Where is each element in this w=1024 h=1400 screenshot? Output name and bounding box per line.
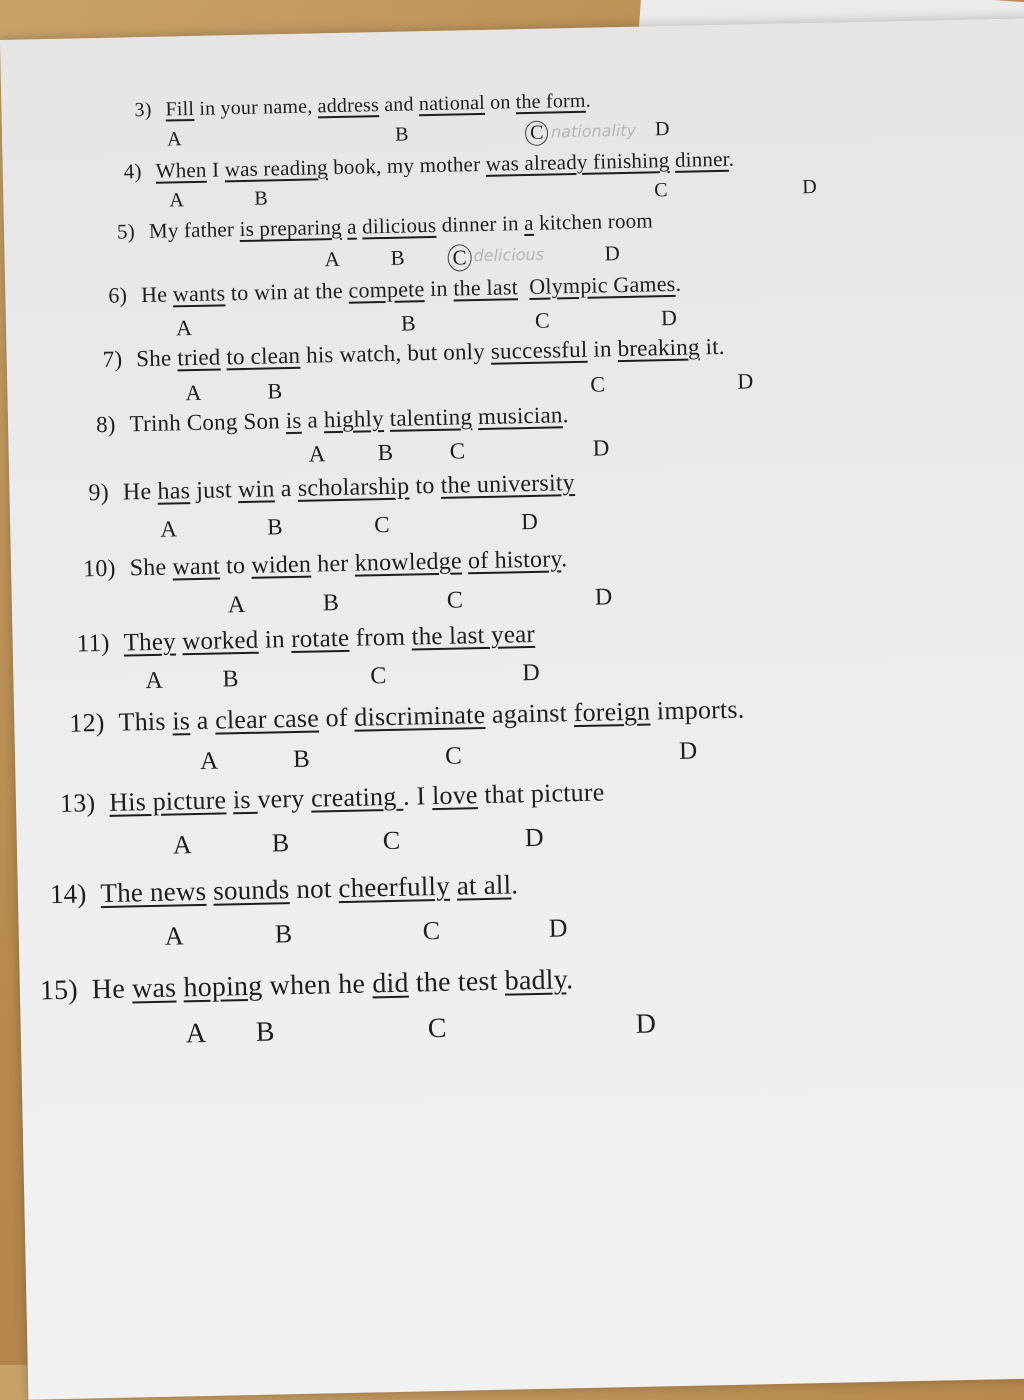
options-9	[160, 508, 539, 547]
text-segment: .	[585, 89, 592, 112]
option-c: C	[422, 915, 441, 946]
option-a: A	[164, 921, 184, 951]
text-segment: My father	[148, 217, 240, 243]
question-number: 6)	[108, 282, 128, 308]
option-d: D	[737, 368, 754, 394]
options-8	[308, 435, 610, 472]
question-6	[108, 271, 681, 309]
option-a: A	[160, 516, 178, 542]
option-d: D	[604, 241, 621, 266]
underlined-segment: Fill	[165, 97, 195, 121]
options-5	[324, 241, 621, 277]
question-12	[69, 695, 745, 739]
options-11	[145, 659, 540, 698]
text-segment: of	[318, 702, 355, 733]
question-number: 14)	[49, 878, 87, 910]
text-segment: a	[274, 475, 299, 503]
option-a: A	[324, 246, 341, 272]
option-a: A	[308, 441, 326, 467]
question-number: 8)	[95, 411, 116, 438]
text-segment: .	[565, 964, 574, 996]
text-segment: .	[562, 402, 569, 428]
text-segment: .	[728, 146, 735, 171]
question-3	[134, 90, 591, 123]
text-segment: on	[484, 91, 516, 114]
option-b: B	[222, 666, 239, 693]
underlined-segment: address	[317, 94, 380, 118]
underlined-segment: was	[131, 972, 177, 1005]
question-number: 3)	[134, 98, 152, 122]
option-d: D	[548, 913, 568, 943]
option-c: C	[525, 121, 549, 146]
text-segment: kitchen room	[533, 208, 654, 235]
text-segment: to	[409, 472, 442, 500]
option-b: B	[377, 439, 394, 466]
underlined-segment: worked	[181, 626, 259, 656]
option-d: D	[660, 304, 678, 331]
option-a: A	[166, 128, 182, 151]
option-c: C	[447, 244, 472, 271]
text-segment: dinner in	[435, 211, 525, 237]
underlined-segment: The news	[100, 875, 207, 909]
text-segment: .	[675, 270, 682, 296]
question-number: 15)	[39, 974, 79, 1007]
option-d: D	[522, 659, 540, 687]
underlined-segment: is preparing	[239, 214, 342, 242]
underlined-segment: is	[171, 706, 191, 736]
underlined-segment: rotate	[290, 624, 350, 654]
text-segment: book, my mother	[327, 151, 486, 180]
option-a: A	[169, 189, 185, 212]
underlined-segment: was reading	[224, 155, 329, 182]
underlined-segment: has	[157, 478, 191, 505]
option-c: C	[444, 742, 463, 770]
option-d: D	[592, 435, 610, 461]
pencil-note: delicious	[473, 244, 545, 266]
options-14	[164, 913, 568, 952]
option-c: C	[590, 371, 606, 397]
text-segment: to	[219, 552, 252, 580]
question-15	[40, 964, 574, 1007]
underlined-segment: the last	[453, 274, 519, 301]
question-number: 4)	[123, 159, 142, 184]
question-5	[117, 208, 653, 244]
option-c: C	[449, 438, 466, 464]
underlined-segment: foreign	[573, 696, 651, 728]
options-15	[185, 1008, 657, 1050]
question-number: 10)	[82, 555, 116, 583]
option-c: C	[427, 1012, 447, 1045]
underlined-segment: successful	[490, 336, 588, 364]
underlined-segment: at all	[456, 869, 512, 901]
options-4	[169, 175, 817, 219]
text-segment: . I	[402, 781, 433, 811]
question-number: 13)	[59, 788, 96, 818]
option-d: D	[524, 822, 544, 853]
underlined-segment: discriminate	[354, 699, 486, 732]
question-number: 7)	[102, 346, 123, 372]
option-b: B	[271, 828, 290, 858]
underlined-segment: dinner	[674, 146, 729, 172]
option-b: B	[292, 745, 311, 774]
text-segment: This	[118, 706, 173, 737]
underlined-segment: dilicious	[361, 212, 437, 239]
underlined-segment: His picture	[108, 785, 227, 817]
underlined-segment: love	[431, 780, 478, 811]
text-segment: when he	[262, 968, 373, 1002]
underlined-segment: was already finishing	[485, 148, 670, 176]
underlined-segment: hoping	[183, 970, 263, 1004]
underlined-segment: a	[523, 210, 534, 236]
text-segment: in	[424, 275, 454, 302]
underlined-segment: badly	[504, 964, 567, 997]
underlined-segment: tried	[177, 344, 221, 371]
text-segment: against	[484, 698, 575, 729]
option-b: B	[274, 919, 293, 949]
text-segment: that picture	[477, 777, 605, 810]
underlined-segment: is	[285, 407, 302, 434]
option-a: A	[145, 667, 164, 695]
question-7	[102, 334, 725, 373]
underlined-segment: national	[418, 91, 486, 116]
option-a: A	[227, 591, 246, 619]
text-segment: a	[301, 407, 325, 433]
option-a: A	[199, 747, 219, 775]
underlined-segment: the form	[515, 89, 586, 114]
question-4	[124, 147, 735, 185]
option-b: B	[322, 590, 340, 617]
question-number: 11)	[76, 629, 110, 658]
question-number: 5)	[116, 219, 136, 244]
underlined-segment: to clean	[226, 342, 301, 370]
option-c: C	[373, 511, 390, 538]
question-number: 12)	[69, 707, 105, 738]
option-a: A	[185, 1017, 207, 1050]
underlined-segment: cheerfully	[338, 870, 451, 904]
option-d: D	[520, 508, 539, 535]
option-b: B	[266, 514, 283, 540]
pencil-note: nationality	[550, 120, 637, 142]
option-b: B	[255, 1016, 275, 1048]
text-segment: imports.	[649, 694, 745, 726]
question-10	[83, 546, 568, 583]
text-segment: the test	[408, 965, 506, 999]
underlined-segment: of history	[467, 546, 562, 575]
options-3	[166, 118, 670, 159]
underlined-segment: creating	[310, 781, 404, 813]
option-b: B	[267, 378, 283, 404]
question-8	[96, 402, 569, 438]
option-d: D	[802, 175, 817, 199]
option-b: B	[254, 187, 268, 210]
text-segment: Trinh Cong Son	[129, 408, 287, 437]
options-13	[172, 822, 544, 861]
underlined-segment: is	[232, 784, 258, 815]
underlined-segment: breaking	[617, 334, 700, 362]
text-segment: in	[587, 336, 618, 362]
text-segment: She	[136, 345, 178, 372]
text-segment: in	[258, 626, 292, 654]
option-b: B	[400, 310, 416, 336]
option-d: D	[678, 737, 698, 765]
text-segment: He	[91, 973, 133, 1006]
text-segment: .	[510, 869, 519, 900]
option-c: C	[382, 825, 401, 856]
option-b: B	[390, 245, 405, 270]
underlined-segment: want	[172, 553, 221, 581]
option-c: C	[534, 307, 550, 333]
underlined-segment: highly	[323, 406, 385, 433]
question-number: 9)	[88, 479, 110, 507]
text-segment: I	[206, 157, 225, 182]
text-segment: a	[189, 705, 216, 736]
option-c: C	[370, 663, 387, 690]
text-segment: in your name,	[193, 95, 318, 120]
worksheet-paper	[0, 18, 1024, 1400]
text-segment: from	[348, 623, 412, 652]
underlined-segment: a	[346, 214, 357, 239]
text-segment: .	[560, 546, 568, 573]
underlined-segment: When	[155, 157, 207, 183]
text-segment: her	[310, 550, 355, 578]
question-11	[76, 621, 535, 659]
option-d: D	[654, 118, 670, 141]
underlined-segment: did	[371, 967, 409, 1000]
underlined-segment: knowledge	[354, 548, 463, 577]
option-b: B	[394, 123, 409, 146]
underlined-segment: scholarship	[297, 473, 410, 502]
text-segment: very	[257, 783, 312, 814]
underlined-segment: talenting	[389, 404, 473, 431]
text-segment: it.	[699, 333, 725, 360]
option-c: C	[654, 179, 668, 202]
text-segment: to win at the	[224, 277, 349, 306]
underlined-segment: sounds	[212, 874, 290, 906]
underlined-segment: musician	[477, 402, 563, 430]
text-segment	[518, 274, 530, 299]
option-a: A	[175, 315, 193, 341]
underlined-segment: win	[237, 476, 275, 504]
text-segment: just	[189, 477, 239, 505]
text-segment: She	[129, 554, 173, 582]
text-segment: not	[289, 873, 339, 905]
option-a: A	[185, 379, 202, 406]
option-c: C	[446, 587, 464, 614]
underlined-segment: They	[123, 628, 177, 657]
underlined-segment: widen	[251, 551, 312, 579]
option-d: D	[635, 1008, 657, 1040]
underlined-segment: wants	[172, 280, 226, 307]
text-segment: his watch, but only	[299, 338, 492, 368]
options-10	[227, 584, 613, 622]
option-a: A	[172, 830, 192, 860]
question-14	[50, 869, 519, 910]
options-7	[185, 368, 754, 410]
underlined-segment: the last year	[411, 620, 536, 651]
option-d: D	[594, 584, 613, 611]
underlined-segment: the university	[440, 470, 576, 499]
underlined-segment: clear case	[214, 703, 320, 735]
text-segment: He	[140, 281, 174, 308]
question-9	[88, 470, 575, 507]
underlined-segment: Olympic Games	[529, 270, 676, 299]
question-13	[60, 778, 605, 819]
underlined-segment: compete	[348, 276, 425, 303]
options-12	[199, 737, 698, 778]
text-segment: and	[378, 93, 420, 117]
text-segment: He	[122, 478, 158, 506]
options-6	[175, 304, 678, 345]
